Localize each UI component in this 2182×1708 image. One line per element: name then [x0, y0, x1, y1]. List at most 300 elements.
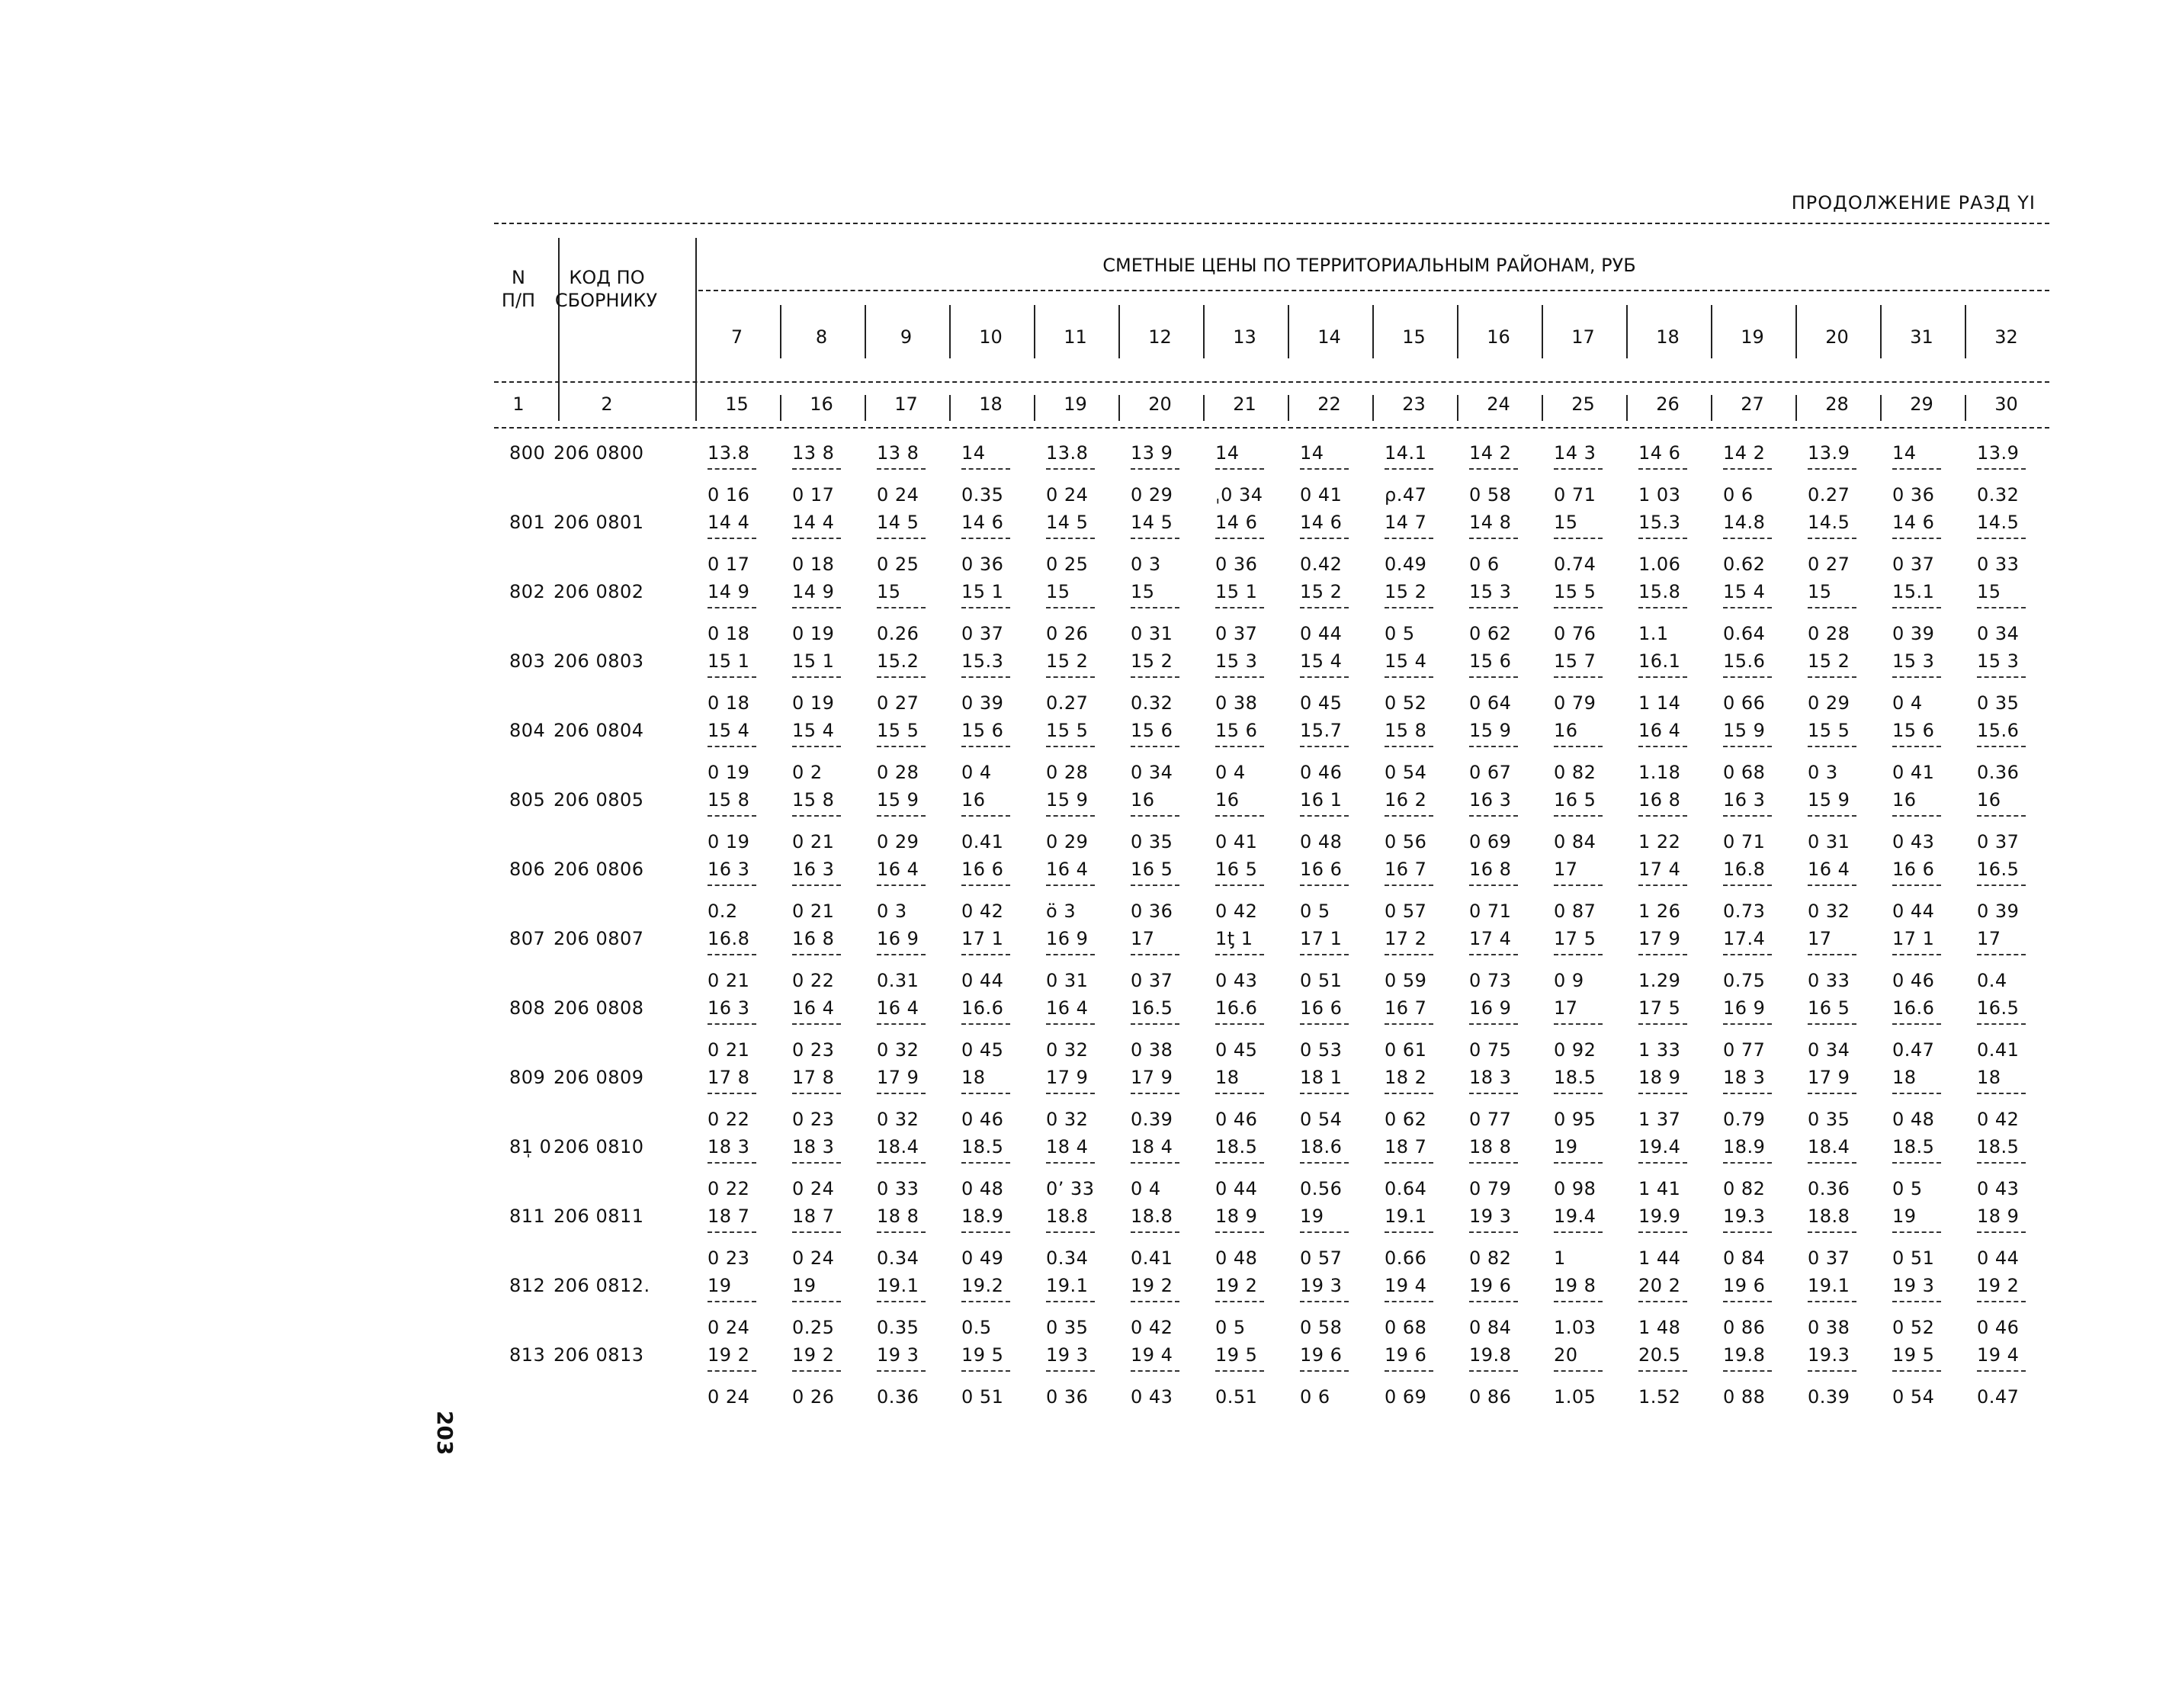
index-col-2: 2: [601, 393, 613, 415]
index-col-1: 1: [512, 393, 525, 415]
column-rule: [1711, 305, 1712, 358]
value-separator: [1723, 1023, 1772, 1025]
table-cell: 0.36: [1808, 1178, 1850, 1199]
table-cell: 19.8: [1723, 1344, 1766, 1366]
district-number: 11: [1064, 326, 1087, 348]
table-cell: 0 28: [1808, 623, 1850, 644]
table-cell: 19 5: [961, 1344, 1004, 1366]
table-cell: 0 9: [1554, 970, 1584, 991]
table-cell: 15: [1046, 581, 1070, 602]
value-separator: [1469, 954, 1518, 955]
value-separator: [1554, 1301, 1603, 1302]
table-cell: 19.4: [1554, 1206, 1596, 1227]
value-separator: [1808, 1231, 1856, 1233]
value-separator: [1046, 1301, 1095, 1302]
table-cell: 19.1: [1046, 1275, 1089, 1296]
rule-line: [494, 223, 2049, 224]
table-cell: 18.4: [877, 1136, 919, 1157]
table-cell: 0 57: [1300, 1247, 1343, 1269]
table-cell: 0.39: [1808, 1386, 1850, 1408]
table-cell: 0 36: [1046, 1386, 1089, 1408]
value-separator: [792, 815, 841, 817]
table-cell: 18 4: [1131, 1136, 1173, 1157]
table-cell: 18.5: [1977, 1136, 2020, 1157]
table-cell: 16 4: [1808, 859, 1850, 880]
table-cell: 16.8: [1723, 859, 1766, 880]
value-separator: [961, 1370, 1010, 1372]
value-separator: [961, 676, 1010, 678]
value-separator: [1215, 676, 1264, 678]
value-separator: [792, 954, 841, 955]
table-cell: ρ.47: [1385, 484, 1427, 506]
column-rule: [1372, 395, 1374, 421]
value-separator: [1723, 468, 1772, 470]
value-separator: [1554, 538, 1603, 539]
column-index: 15: [725, 393, 749, 415]
table-cell: 17 1: [1892, 928, 1935, 949]
table-cell: 16: [1977, 789, 2001, 811]
table-cell: 0 58: [1469, 484, 1512, 506]
value-separator: [1892, 1023, 1941, 1025]
district-number: 13: [1233, 326, 1256, 348]
value-separator: [1892, 538, 1941, 539]
table-cell: 0 2: [792, 762, 823, 783]
table-cell: 0 67: [1469, 762, 1512, 783]
value-separator: [792, 1231, 841, 1233]
table-cell: 0 42: [1215, 901, 1258, 922]
table-cell: 0.42: [1300, 554, 1343, 575]
table-cell: 0 34: [1131, 762, 1173, 783]
value-separator: [1131, 1370, 1179, 1372]
column-rule: [1626, 305, 1628, 358]
table-cell: 0.64: [1385, 1178, 1427, 1199]
table-cell: 13 8: [792, 442, 835, 464]
table-cell: 15 6: [1131, 720, 1173, 741]
table-cell: 14 6: [1215, 512, 1258, 533]
row-code: 206 0805: [554, 789, 644, 811]
value-separator: [1892, 884, 1941, 886]
table-cell: 17 9: [877, 1067, 919, 1088]
table-cell: 0 43: [1977, 1178, 2020, 1199]
rule-line: [698, 290, 2049, 291]
row-code: 206 0808: [554, 997, 644, 1019]
value-separator: [708, 1023, 756, 1025]
table-cell: 14 5: [1131, 512, 1173, 533]
value-separator: [708, 1370, 756, 1372]
value-separator: [1215, 1370, 1264, 1372]
table-cell: 0 19: [708, 831, 750, 852]
table-cell: 16 6: [1300, 997, 1343, 1019]
table-cell: 15 2: [1300, 581, 1343, 602]
table-cell: 14 7: [1385, 512, 1427, 533]
table-cell: 0.47: [1892, 1039, 1935, 1061]
table-cell: 19 2: [792, 1344, 835, 1366]
table-cell: 0 31: [1046, 970, 1089, 991]
table-cell: 18: [961, 1067, 986, 1088]
table-cell: 16 7: [1385, 859, 1427, 880]
row-code: 206 0800: [554, 442, 644, 464]
value-separator: [1638, 746, 1687, 747]
table-cell: 16 3: [708, 859, 750, 880]
value-separator: [1638, 954, 1687, 955]
table-cell: 17 9: [1638, 928, 1681, 949]
table-cell: 0.32: [1977, 484, 2020, 506]
value-separator: [708, 1093, 756, 1094]
table-cell: 15 6: [1469, 650, 1512, 672]
row-code: 206 0804: [554, 720, 644, 741]
table-cell: 15 4: [708, 720, 750, 741]
row-number: 804: [509, 720, 546, 741]
value-separator: [877, 1093, 926, 1094]
table-cell: 16 5: [1808, 997, 1850, 1019]
column-rule: [1118, 395, 1120, 421]
table-cell: 15: [877, 581, 901, 602]
value-separator: [1638, 1301, 1687, 1302]
table-cell: 1.03: [1554, 1317, 1596, 1338]
district-number: 31: [1910, 326, 1933, 348]
value-separator: [1215, 954, 1264, 955]
value-separator: [1046, 468, 1095, 470]
table-cell: 16: [961, 789, 986, 811]
table-cell: 16 8: [792, 928, 835, 949]
table-cell: 15 7: [1554, 650, 1596, 672]
table-cell: 0 68: [1723, 762, 1766, 783]
table-cell: 19 8: [1554, 1275, 1596, 1296]
table-cell: 0 46: [1300, 762, 1343, 783]
table-cell: 18 7: [1385, 1136, 1427, 1157]
page-number: 203: [432, 1411, 457, 1456]
value-separator: [1385, 538, 1433, 539]
value-separator: [1808, 607, 1856, 608]
table-cell: 0 4: [1892, 692, 1923, 714]
table-cell: 0 39: [1892, 623, 1935, 644]
table-cell: 15: [1131, 581, 1155, 602]
table-cell: 0 24: [792, 1178, 835, 1199]
table-cell: 0 4: [1215, 762, 1246, 783]
table-cell: 1 22: [1638, 831, 1681, 852]
value-separator: [1892, 1162, 1941, 1164]
table-cell: 14.5: [1808, 512, 1850, 533]
table-cell: 0 29: [1131, 484, 1173, 506]
table-cell: 0.56: [1300, 1178, 1343, 1199]
table-cell: 19.1: [877, 1275, 919, 1296]
value-separator: [1638, 538, 1687, 539]
table-cell: 18.5: [961, 1136, 1004, 1157]
column-rule: [1965, 395, 1966, 421]
table-cell: 17 8: [708, 1067, 750, 1088]
value-separator: [1554, 1370, 1603, 1372]
table-cell: 0 35: [1808, 1109, 1850, 1130]
table-cell: 18.4: [1808, 1136, 1850, 1157]
table-cell: 0 49: [961, 1247, 1004, 1269]
col-code-label-1: КОД ПО: [569, 267, 645, 288]
table-cell: 0 34: [1977, 623, 2020, 644]
column-rule: [1795, 395, 1797, 421]
table-cell: 0 25: [877, 554, 919, 575]
table-cell: 0 36: [961, 554, 1004, 575]
table-cell: 0.51: [1215, 1386, 1258, 1408]
table-cell: 14 6: [1300, 512, 1343, 533]
table-cell: 15 3: [1469, 581, 1512, 602]
table-cell: 0 37: [1215, 623, 1258, 644]
table-cell: 1 26: [1638, 901, 1681, 922]
table-cell: 16.5: [1131, 997, 1173, 1019]
table-cell: 18 9: [1977, 1206, 2020, 1227]
table-cell: 0 3: [1131, 554, 1161, 575]
table-cell: 15 3: [1215, 650, 1258, 672]
table-cell: 0.41: [1977, 1039, 2020, 1061]
table-cell: 1.05: [1554, 1386, 1596, 1408]
col-code-label-2: СБОРНИКУ: [554, 290, 658, 311]
table-cell: 15.6: [1977, 720, 2020, 741]
table-cell: 19.3: [1808, 1344, 1850, 1366]
value-separator: [877, 538, 926, 539]
value-separator: [1977, 746, 2026, 747]
column-index: 26: [1656, 393, 1680, 415]
table-cell: 17 1: [1300, 928, 1343, 949]
table-cell: 0 21: [792, 901, 835, 922]
value-separator: [1131, 607, 1179, 608]
table-cell: 0 79: [1554, 692, 1596, 714]
value-separator: [1977, 954, 2026, 955]
value-separator: [708, 1301, 756, 1302]
table-cell: 18 2: [1385, 1067, 1427, 1088]
table-cell: 0 35: [1977, 692, 2020, 714]
table-cell: 15 4: [1300, 650, 1343, 672]
value-separator: [1638, 676, 1687, 678]
column-rule: [949, 395, 951, 421]
table-cell: 15 6: [1892, 720, 1935, 741]
table-cell: 0 37: [1977, 831, 2020, 852]
table-cell: 14 9: [708, 581, 750, 602]
value-separator: [1385, 676, 1433, 678]
value-separator: [1385, 815, 1433, 817]
table-cell: 0.41: [961, 831, 1004, 852]
table-cell: 0 5: [1215, 1317, 1246, 1338]
table-cell: 0 43: [1892, 831, 1935, 852]
row-number: 806: [509, 859, 546, 880]
value-separator: [1892, 954, 1941, 955]
table-cell: 0 41: [1300, 484, 1343, 506]
table-cell: 15.1: [1892, 581, 1935, 602]
value-separator: [1131, 1093, 1179, 1094]
value-separator: [1723, 538, 1772, 539]
table-cell: 0 6: [1469, 554, 1500, 575]
district-number: 7: [730, 326, 743, 348]
column-rule: [780, 395, 781, 421]
table-cell: 14 4: [792, 512, 835, 533]
column-index: 24: [1487, 393, 1510, 415]
table-cell: 0 73: [1469, 970, 1512, 991]
district-number: 32: [1994, 326, 2018, 348]
column-index: 19: [1064, 393, 1087, 415]
table-cell: 16 9: [877, 928, 919, 949]
value-separator: [1469, 1301, 1518, 1302]
table-cell: 18 3: [1469, 1067, 1512, 1088]
table-cell: 0 37: [1892, 554, 1935, 575]
value-separator: [792, 1301, 841, 1302]
table-cell: 18.5: [1554, 1067, 1596, 1088]
row-code: 206 0807: [554, 928, 644, 949]
row-code: 206 0806: [554, 859, 644, 880]
table-cell: 18 9: [1215, 1206, 1258, 1227]
table-cell: 19 6: [1300, 1344, 1343, 1366]
value-separator: [1131, 1023, 1179, 1025]
table-cell: 0 53: [1300, 1039, 1343, 1061]
column-rule: [1457, 395, 1458, 421]
value-separator: [1469, 1023, 1518, 1025]
value-separator: [1723, 1231, 1772, 1233]
value-separator: [1300, 1093, 1349, 1094]
table-cell: 17 9: [1046, 1067, 1089, 1088]
row-code: 206 0809: [554, 1067, 644, 1088]
table-cell: 0 22: [708, 1109, 750, 1130]
table-cell: 0.36: [1977, 762, 2020, 783]
value-separator: [1554, 1162, 1603, 1164]
table-cell: 0 17: [708, 554, 750, 575]
table-cell: 16.6: [961, 997, 1004, 1019]
table-cell: 0 48: [1300, 831, 1343, 852]
table-cell: 18 9: [1638, 1067, 1681, 1088]
table-cell: 0 5: [1385, 623, 1415, 644]
value-separator: [1808, 468, 1856, 470]
table-cell: 15.6: [1723, 650, 1766, 672]
table-cell: 0 35: [1131, 831, 1173, 852]
table-cell: 14 6: [961, 512, 1004, 533]
value-separator: [1638, 468, 1687, 470]
table-cell: 0 36: [1215, 554, 1258, 575]
table-cell: 15 5: [1808, 720, 1850, 741]
table-cell: 0 92: [1554, 1039, 1596, 1061]
table-cell: 0 69: [1385, 1386, 1427, 1408]
table-cell: 0.74: [1554, 554, 1596, 575]
table-cell: 0.5: [961, 1317, 992, 1338]
table-cell: 18: [1892, 1067, 1917, 1088]
row-number: 807: [509, 928, 546, 949]
value-separator: [1554, 815, 1603, 817]
value-separator: [1723, 1370, 1772, 1372]
table-cell: 0 38: [1131, 1039, 1173, 1061]
table-cell: 15 9: [1469, 720, 1512, 741]
value-separator: [708, 1162, 756, 1164]
column-rule: [1880, 305, 1882, 358]
table-cell: 0 51: [961, 1386, 1004, 1408]
table-cell: 16 9: [1723, 997, 1766, 1019]
value-separator: [1046, 746, 1095, 747]
value-separator: [1638, 1162, 1687, 1164]
table-cell: 19 2: [708, 1344, 750, 1366]
table-cell: 0 32: [877, 1109, 919, 1130]
column-rule: [1288, 305, 1289, 358]
table-cell: 0 21: [708, 1039, 750, 1061]
value-separator: [1385, 1370, 1433, 1372]
table-cell: 0 22: [792, 970, 835, 991]
district-number: 17: [1571, 326, 1595, 348]
table-cell: 1 41: [1638, 1178, 1681, 1199]
value-separator: [1046, 815, 1095, 817]
table-cell: 15.2: [877, 650, 919, 672]
table-cell: 0 82: [1554, 762, 1596, 783]
value-separator: [1469, 676, 1518, 678]
table-cell: 0 71: [1469, 901, 1512, 922]
table-cell: 0 71: [1723, 831, 1766, 852]
table-cell: 0 24: [877, 484, 919, 506]
value-separator: [1131, 815, 1179, 817]
value-separator: [1385, 1231, 1433, 1233]
table-cell: 0 51: [1892, 1247, 1935, 1269]
table-cell: 19 6: [1385, 1344, 1427, 1366]
table-cell: 15 9: [877, 789, 919, 811]
value-separator: [1977, 1301, 2026, 1302]
column-rule: [865, 395, 866, 421]
value-separator: [877, 815, 926, 817]
column-rule: [1288, 395, 1289, 421]
table-cell: 0 54: [1385, 762, 1427, 783]
table-cell: 0.26: [877, 623, 919, 644]
table-cell: 0 41: [1892, 762, 1935, 783]
table-cell: 19.2: [961, 1275, 1004, 1296]
value-separator: [1046, 538, 1095, 539]
value-separator: [1131, 538, 1179, 539]
table-cell: 16 4: [792, 997, 835, 1019]
table-cell: 0.47: [1977, 1386, 2020, 1408]
value-separator: [1892, 1093, 1941, 1094]
table-cell: 0 71: [1554, 484, 1596, 506]
row-number: 805: [509, 789, 546, 811]
table-cell: 0 48: [1215, 1247, 1258, 1269]
table-cell: 15 6: [961, 720, 1004, 741]
table-cell: 0 31: [1131, 623, 1173, 644]
table-cell: 0.39: [1131, 1109, 1173, 1130]
table-cell: 0.35: [877, 1317, 919, 1338]
value-separator: [1215, 815, 1264, 817]
value-separator: [1977, 1231, 2026, 1233]
table-cell: 15 3: [1977, 650, 2020, 672]
table-cell: 16 3: [1723, 789, 1766, 811]
value-separator: [1300, 1370, 1349, 1372]
table-cell: 0 77: [1469, 1109, 1512, 1130]
value-separator: [1808, 1301, 1856, 1302]
table-cell: 15 2: [1046, 650, 1089, 672]
column-rule: [780, 305, 781, 358]
value-separator: [1300, 607, 1349, 608]
value-separator: [1215, 1093, 1264, 1094]
value-separator: [708, 607, 756, 608]
table-cell: 0 56: [1385, 831, 1427, 852]
table-cell: 1ƫ 1: [1215, 928, 1253, 949]
district-number: 16: [1487, 326, 1510, 348]
row-number: 808: [509, 997, 546, 1019]
value-separator: [1469, 746, 1518, 747]
table-cell: 1 44: [1638, 1247, 1681, 1269]
table-cell: 0 45: [1300, 692, 1343, 714]
table-cell: 0 95: [1554, 1109, 1596, 1130]
value-separator: [1215, 1162, 1264, 1164]
column-index: 20: [1148, 393, 1172, 415]
table-cell: 16: [1131, 789, 1155, 811]
column-rule: [1203, 395, 1205, 421]
continuation-heading: ПРОДОЛЖЕНИЕ РАЗД YI: [1791, 192, 2036, 214]
value-separator: [1977, 1023, 2026, 1025]
table-cell: 0.27: [1808, 484, 1850, 506]
table-cell: 1.29: [1638, 970, 1681, 991]
value-separator: [1808, 815, 1856, 817]
table-cell: 15 2: [1808, 650, 1850, 672]
rule-line: [494, 427, 2049, 429]
table-cell: 19 2: [1977, 1275, 2020, 1296]
table-cell: 15 5: [1046, 720, 1089, 741]
value-separator: [1554, 1231, 1603, 1233]
